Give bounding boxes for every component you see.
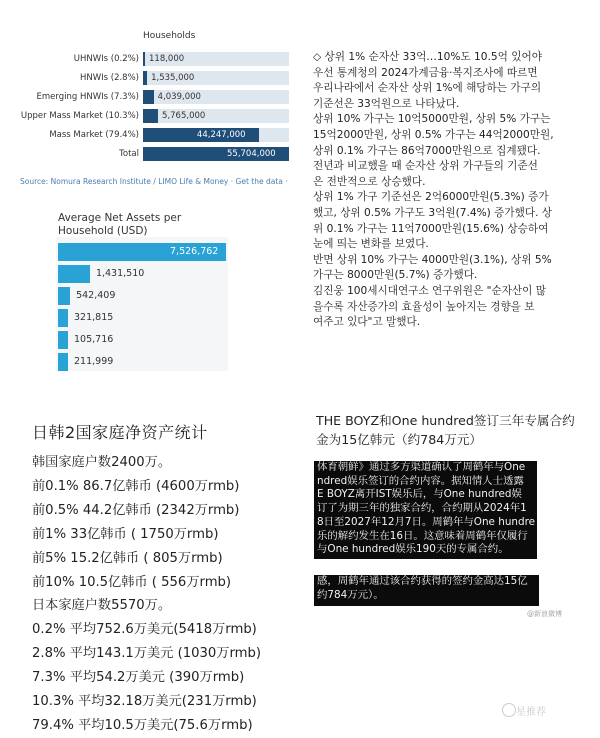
average-net-assets-value: 7,526,762 [170, 246, 219, 257]
watermark-text: 星推荐 [516, 707, 546, 718]
average-net-assets-bar [58, 287, 70, 305]
news-caption-line: 与One hundred娱乐190天的专属合约。 [317, 543, 509, 556]
chinese-stats-line: 前5% 15.2亿韩币 ( 805万rmb) [32, 550, 223, 566]
news-caption-box [314, 461, 537, 559]
chart-source: Source: Nomura Research Institute / LIMO Life & Money · Get the data · [20, 177, 288, 186]
households-row-label: Total [119, 149, 139, 159]
korean-text-line: 우리나라에서 순자산 상위 1%에 해당하는 가구의 [313, 82, 542, 95]
households-row [0, 127, 290, 143]
news-caption-line: 订了为期三年的独家合约，合约期从2024年1 [317, 502, 527, 515]
korean-text-line: 상위 0.1% 가구는 86억7000만원으로 집계됐다. [313, 144, 541, 157]
households-value: 5,765,000 [162, 111, 206, 121]
chinese-stats-title: 日韩2国家庭净资产统计 [32, 423, 208, 442]
average-net-assets-value: 1,431,510 [95, 268, 145, 279]
chinese-stats-line: 7.3% 平均54.2万美元 (390万rmb) [32, 670, 245, 686]
average-net-assets-row [58, 243, 228, 261]
chinese-stats-line: 前0.5% 44.2亿韩币 (2342万rmb) [32, 502, 240, 518]
households-row [0, 89, 290, 105]
average-net-assets-bar [58, 265, 90, 283]
korean-text-line: 반면 상위 10% 가구는 4000만원(3.1%), 상위 5% [313, 253, 552, 266]
households-bar [143, 90, 154, 104]
news-title [316, 411, 588, 449]
average-net-assets-value: 321,815 [74, 312, 114, 323]
chinese-stats-line: 前0.1% 86.7亿韩币 (4600万rmb) [32, 478, 240, 494]
news-caption-line: ndred娱乐签订的合约内容。据知情人士透露 [317, 474, 524, 487]
chinese-stats-line: 日本家庭户数5570万。 [32, 598, 172, 614]
households-row-label: HNWIs (2.8%) [79, 73, 139, 83]
households-value: 4,039,000 [157, 92, 201, 102]
households-row [0, 108, 290, 124]
chinese-stats-line: 79.4% 平均10.5万美元(75.6万rmb) [32, 717, 253, 733]
households-row-label: Mass Market (79.4%) [49, 130, 139, 140]
news-caption-line: E BOYZ离开IST娱乐后，与One hundred娱 [317, 488, 522, 501]
households-value: 55,704,000 [227, 149, 276, 159]
average-net-assets-row [58, 309, 228, 327]
average-net-assets-value: 211,999 [74, 356, 114, 367]
average-net-assets-title-line2: Household (USD) [58, 225, 148, 237]
average-net-assets-row [58, 331, 228, 349]
average-net-assets-row [58, 265, 228, 283]
average-net-assets-value: 105,716 [74, 334, 114, 345]
korean-text-line: 상위 1% 가구 기준선은 2억6000만원(5.3%) 증가 [313, 191, 549, 204]
average-net-assets-bar [58, 353, 68, 371]
average-net-assets-title-line1: Average Net Assets per [58, 212, 182, 224]
weibo-tag: @新浪微博 [527, 610, 562, 618]
news-caption-line: 乐的解约发生在16日。这意味着周鹤年仅履行 [317, 529, 528, 542]
chinese-stats-line: 10.3% 平均32.18万美元(231万rmb) [32, 694, 257, 710]
news-title-line1: THE BOYZ和One hundred签订三年专属合约 [316, 413, 575, 428]
households-row-label: Emerging HNWIs (7.3%) [36, 92, 139, 102]
households-row [0, 70, 290, 86]
korean-text-line: 기준선은 33억원으로 나타났다. [313, 97, 460, 110]
korean-article-text [313, 50, 583, 331]
chinese-stats-line: 前1% 33亿韩币 ( 1750万rmb) [32, 526, 219, 542]
average-net-assets-row [58, 287, 228, 305]
households-row-label: Upper Mass Market (10.3%) [20, 111, 139, 121]
news-caption-box-2 [314, 575, 539, 606]
news-title-line2: 金为15亿韩元（约784万元） [316, 432, 483, 447]
households-value: 44,247,000 [196, 130, 246, 140]
korean-text-line: 눈에 띄는 변화를 보였다. [313, 238, 429, 251]
average-net-assets-title [58, 212, 198, 238]
households-row-label: UHNWIs (0.2%) [73, 54, 139, 64]
korean-text-line: 여주고 있다"고 말했다. [313, 316, 421, 329]
korean-text-line: 우선 통계청의 2024가계금융·복지조사에 따르면 [313, 66, 538, 79]
households-bar [143, 52, 145, 66]
korean-text-line: 15억2000만원, 상위 0.5% 가구는 44억2000만원, [313, 128, 554, 141]
korean-text-line: 을수록 자산증가의 효율성이 높아지는 경향을 보 [313, 300, 535, 313]
korean-text-line: 김진웅 100세시대연구소 연구위원은 "순자산이 많 [313, 284, 546, 297]
chinese-stats-lines [32, 451, 302, 738]
average-net-assets-value: 542,409 [76, 290, 116, 301]
korean-text-line: 전년과 비교했을 때 순자산 상위 가구들의 기준선 [313, 160, 538, 173]
average-net-assets-bar [58, 309, 68, 327]
households-bar [143, 109, 158, 123]
korean-text-line: 은 전반적으로 상승했다. [313, 175, 426, 188]
households-bar [143, 71, 147, 85]
news-caption-line: 8日至2027年12月7日。周鹤年与One hundre [317, 515, 536, 528]
korean-text-line: 상위 10% 가구는 10억5000만원, 상위 5% 가구는 [313, 113, 551, 126]
news-caption-line: 约784万元）。 [317, 588, 384, 601]
households-row [0, 51, 290, 67]
households-value: 1,535,000 [151, 73, 195, 83]
korean-text-line: 가구는 8000만원(5.7%) 증가했다. [313, 269, 478, 282]
average-net-assets-row [58, 353, 228, 371]
news-caption-line: 体育朝鲜》通过多方渠道确认了周鹤年与One [317, 461, 526, 473]
korean-text-line: ◇ 상위 1% 순자산 33억…10%도 10.5억 있어야 [313, 51, 542, 63]
korean-text-line: 했고, 상위 0.5% 가구도 3억원(7.4%) 증가했다. 상 [313, 206, 553, 219]
watermark-icon [502, 703, 516, 717]
news-caption-line: 感，周鹤年通过该合约获得的签约金高达15亿 [317, 575, 528, 587]
chinese-stats-line: 2.8% 平均143.1万美元 (1030万rmb) [32, 646, 262, 662]
households-value: 118,000 [149, 54, 185, 64]
households-chart-title: Households [143, 31, 196, 41]
chinese-stats-line: 韩国家庭户数2400万。 [32, 455, 172, 470]
households-row [0, 146, 290, 162]
chinese-stats-line: 前10% 10.5亿韩币 ( 556万rmb) [32, 574, 232, 590]
average-net-assets-bar [58, 331, 68, 349]
korean-text-line: 위 0.1% 가구는 11억7000만원(15.6%) 상승하여 [313, 222, 549, 235]
chinese-stats-line: 0.2% 平均752.6万美元(5418万rmb) [32, 622, 257, 638]
